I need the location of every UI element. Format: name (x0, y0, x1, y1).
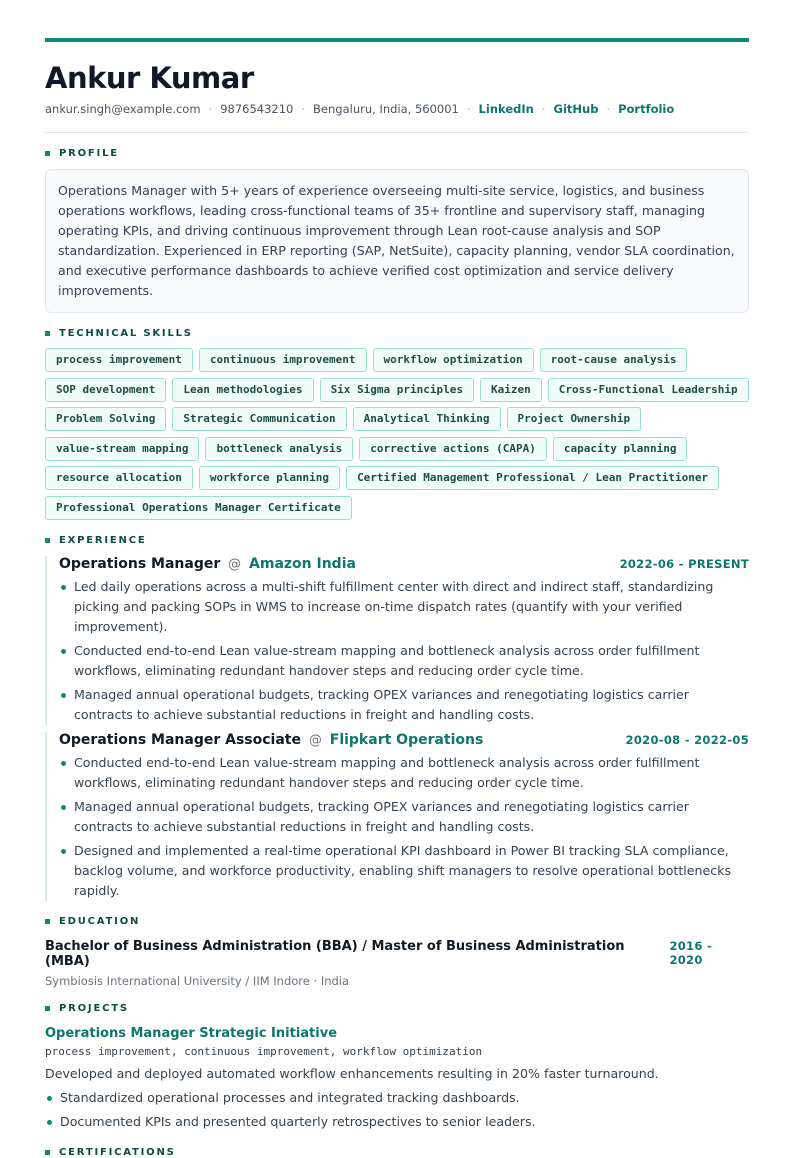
section-title-education: EDUCATION (45, 916, 749, 927)
job-bullets (59, 753, 749, 901)
project-bullets (45, 1088, 749, 1132)
skill-chip: root-cause analysis (540, 348, 688, 372)
job-dates: 2022-06 - PRESENT (619, 556, 749, 571)
degree: Bachelor of Business Administration (BBA) / Master of Business Administration (MBA) (45, 938, 625, 969)
profile-summary: Operations Manager with 5+ years of experience overseeing multi-site service, logistics, and business operations workflows, leading cross-functional teams of 35+ frontline and supervisory staff, managing operating KPIs, and driving continuous improvement through Lean root-cause analysis and SOP standardization. Experienced in ERP reporting (SAP, NetSuite), capacity planning, vendor SLA coordination, and executive performance dashboards to achieve verified cost optimization and service delivery improvements. (45, 169, 749, 313)
project-description: Developed and deployed automated workflow enhancements resulting in 20% faster turnaround. (45, 1065, 659, 1081)
separator: · (541, 102, 546, 116)
bullet-item: Conducted end-to-end Lean value-stream mapping and bottleneck analysis across order fulfillment workflows, eliminating redundant handover steps and reducing order cycle time. (59, 641, 749, 681)
skill-chip: Project Ownership (507, 407, 642, 431)
education-dates: 2016 - 2020 (669, 938, 713, 967)
skill-chip: SOP development (45, 378, 166, 402)
square-bullet-icon (45, 1150, 50, 1155)
portfolio-link[interactable]: Portfolio (618, 102, 675, 116)
skill-chip: Problem Solving (45, 407, 166, 431)
skill-chip: capacity planning (553, 437, 688, 461)
section-title-experience: EXPERIENCE (45, 535, 749, 546)
experience-entry (45, 732, 749, 901)
job-title: Operations Manager @ Amazon India (59, 555, 356, 572)
bullet-item: Designed and implemented a real-time operational KPI dashboard in Power BI tracking SLA compliance, backlog volume, and workforce productivity, enabling shift managers to resolve operational bottlenecks rapidly. (59, 841, 749, 901)
skill-chip: corrective actions (CAPA) (359, 437, 547, 461)
project-tech: process improvement, continuous improvement, workflow optimization (45, 1044, 483, 1058)
resume-page (45, 38, 749, 1158)
skill-chip: workforce planning (199, 466, 340, 490)
accent-bar (45, 38, 749, 42)
skill-chip: Kaizen (480, 378, 542, 402)
separator: · (301, 102, 306, 116)
section-title-profile: PROFILE (45, 148, 749, 159)
contact-line (45, 102, 749, 116)
experience-header (59, 732, 749, 748)
skill-chip: Professional Operations Manager Certificate (45, 496, 352, 520)
skill-chip: workflow optimization (373, 348, 534, 372)
square-bullet-icon (45, 538, 50, 543)
skill-chip: Cross-Functional Leadership (548, 378, 749, 402)
education-header (45, 939, 749, 969)
skill-chip: Strategic Communication (172, 407, 346, 431)
job-dates: 2020-08 - 2022-05 (625, 732, 749, 747)
skill-chip: value-stream mapping (45, 437, 199, 461)
skill-chip: Analytical Thinking (353, 407, 501, 431)
bullet-item: Conducted end-to-end Lean value-stream mapping and bottleneck analysis across order fulfillment workflows, eliminating redundant handover steps and reducing order cycle time. (59, 753, 749, 793)
bullet-item: Managed annual operational budgets, tracking OPEX variances and renegotiating logistics carrier contracts to achieve substantial reductions in freight and handling costs. (59, 685, 749, 725)
linkedin-link[interactable]: LinkedIn (478, 102, 534, 116)
bullet-item: Managed annual operational budgets, tracking OPEX variances and renegotiating logistics carrier contracts to achieve substantial reductions in freight and handling costs. (59, 797, 749, 837)
square-bullet-icon (45, 331, 50, 336)
section-title-certifications: CERTIFICATIONS (45, 1147, 749, 1158)
section-title-projects: PROJECTS (45, 1003, 749, 1014)
separator: · (208, 102, 213, 116)
job-title: Operations Manager Associate @ Flipkart Operations (59, 731, 484, 748)
school: Symbiosis International University / IIM Indore · India (45, 973, 350, 988)
skill-chip: continuous improvement (199, 348, 367, 372)
separator: · (606, 102, 611, 116)
location: Bengaluru, India, 560001 (313, 102, 459, 116)
company-name: Amazon India (249, 555, 356, 572)
skill-chip: process improvement (45, 348, 193, 372)
section-title-skills: TECHNICAL SKILLS (45, 328, 749, 339)
skill-chip: resource allocation (45, 466, 193, 490)
experience-entry (45, 556, 749, 725)
job-bullets (59, 577, 749, 725)
square-bullet-icon (45, 1006, 50, 1011)
bullet-item: Led daily operations across a multi-shift fulfillment center with direct and indirect staff, standardizing picking and packing SOPs in WMS to increase on-time dispatch rates (quantify with your verified improvement). (59, 577, 749, 637)
github-link[interactable]: GitHub (553, 102, 599, 116)
square-bullet-icon (45, 919, 50, 924)
square-bullet-icon (45, 151, 50, 156)
skill-chip: Six Sigma principles (320, 378, 474, 402)
experience-header (59, 556, 749, 572)
email[interactable]: ankur.singh@example.com (45, 102, 201, 116)
skill-chip: Certified Management Professional / Lean Practitioner (346, 466, 719, 490)
phone: 9876543210 (220, 102, 294, 116)
bullet-item: Standardized operational processes and integrated tracking dashboards. (45, 1088, 749, 1108)
skill-chip: Lean methodologies (172, 378, 313, 402)
skills-list (45, 348, 749, 520)
candidate-name: Ankur Kumar (45, 61, 254, 95)
company-name: Flipkart Operations (329, 731, 484, 748)
header-divider (45, 132, 749, 133)
project-title: Operations Manager Strategic Initiative (45, 1025, 338, 1041)
separator: · (466, 102, 471, 116)
skill-chip: bottleneck analysis (205, 437, 353, 461)
bullet-item: Documented KPIs and presented quarterly retrospectives to senior leaders. (45, 1112, 749, 1132)
